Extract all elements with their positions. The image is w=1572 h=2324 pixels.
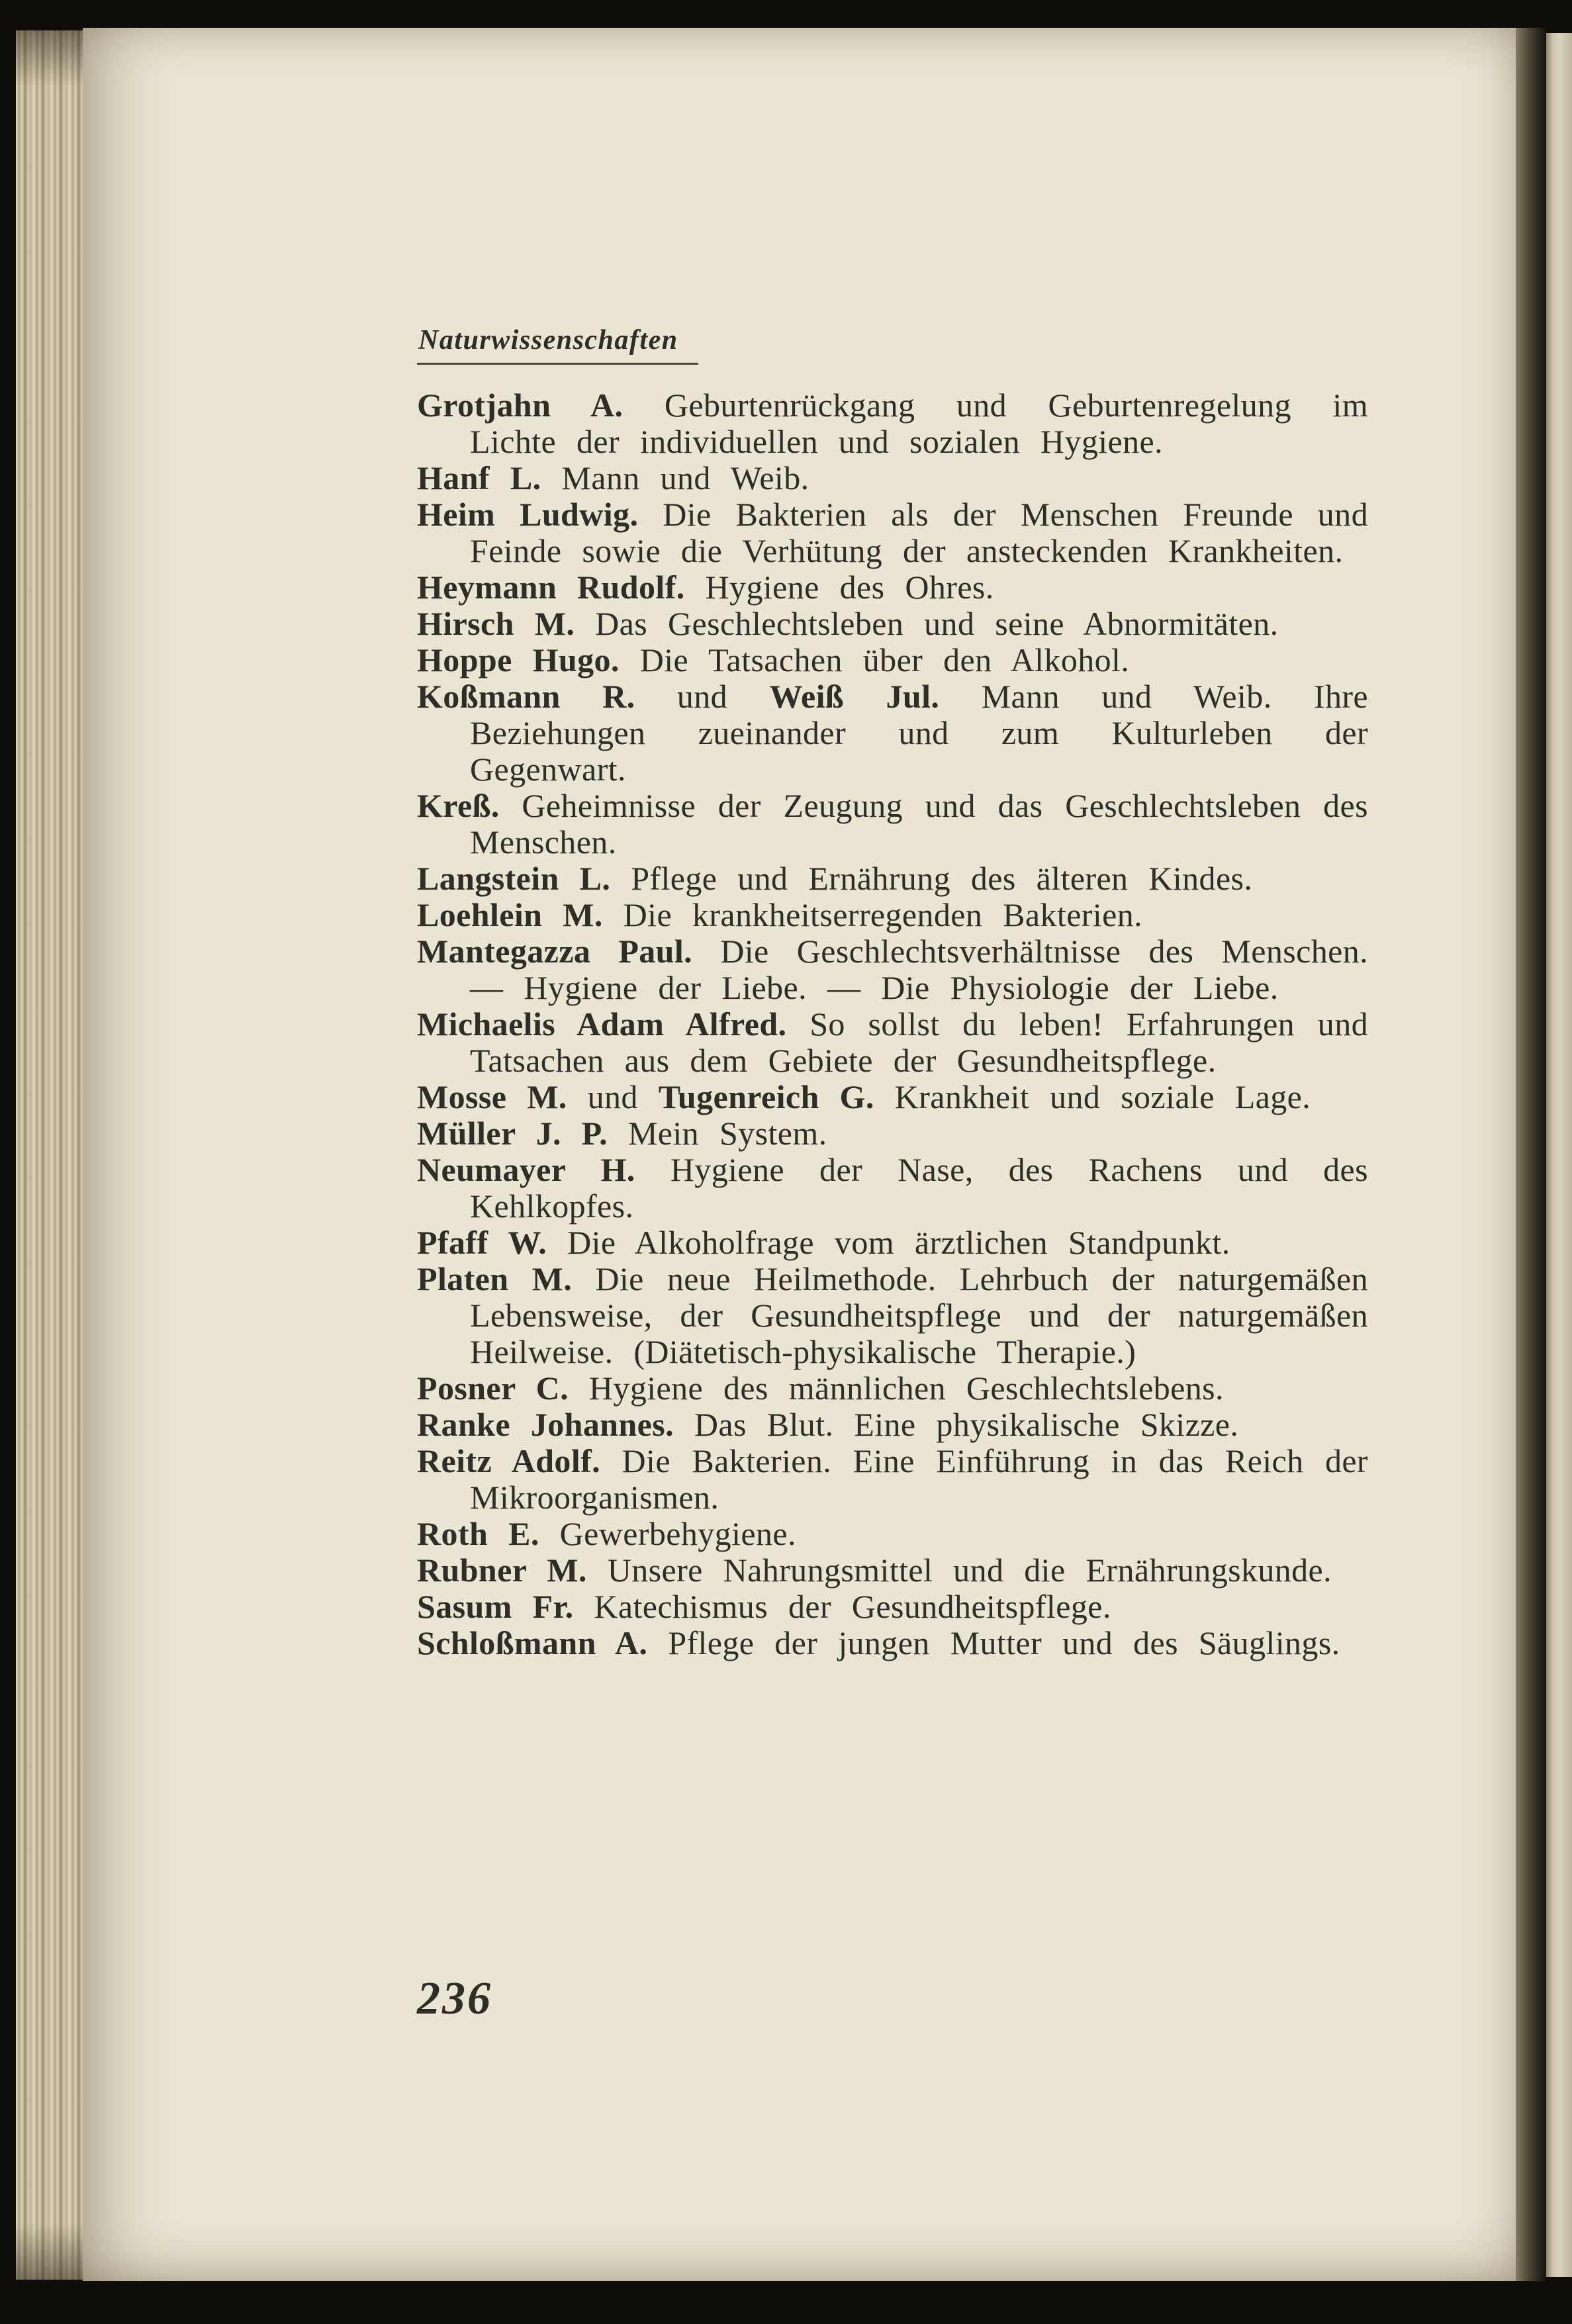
bibliography-entry [417,606,1368,642]
entry-title: Mann und Weib. Ihre Beziehungen zueinander und zum Kulturleben der Gegenwart. [470,678,1369,788]
entry-title: Pflege und Ernährung des älteren Kindes. [631,860,1253,897]
entry-title: Mann und Weib. [561,459,809,496]
section-header: Naturwissenschaften [417,324,698,365]
book-page-edges [16,30,83,2280]
bibliography-entry [417,1370,1368,1407]
entry-author: Mantegazza Paul. [417,933,693,970]
entry-author: Tugenreich G. [658,1078,874,1115]
entry-title: Die Bakterien. Eine Einführung in das Reich der Mikroorganismen. [470,1442,1368,1516]
entry-author: Hanf L. [417,459,541,496]
entry-title: Die Bakterien als der Menschen Freunde und Feinde sowie die Verhütung der ansteckenden Krankheiten. [470,496,1368,569]
entry-author: Rubner M. [417,1552,587,1589]
entry-title: Geheimnisse der Zeugung und das Geschlechtsleben des Menschen. [470,787,1368,860]
bibliography-entry [417,1115,1368,1152]
bibliography-entry [417,1552,1368,1589]
entry-author: Müller J. P. [417,1115,608,1152]
entry-title: Pflege der jungen Mutter und des Säuglings. [668,1624,1340,1661]
bibliography-entry [417,1261,1368,1370]
entry-author: Michaelis Adam Alfred. [417,1005,787,1043]
entry-author: Posner C. [417,1370,569,1407]
entry-title: Das Geschlechtsleben und seine Abnormitäten. [595,605,1279,642]
entry-author: Hirsch M. [417,605,575,642]
book-page [83,28,1516,2281]
entry-title: Die Alkoholfrage vom ärztlichen Standpunkt. [567,1224,1230,1261]
entry-title: und [676,678,728,715]
bibliography-entry [417,1079,1368,1115]
bibliography-entry [417,569,1368,606]
entry-title: Krankheit und soziale Lage. [894,1078,1311,1115]
bibliography-entry [417,1006,1368,1079]
entry-author: Weiß Jul. [769,678,940,715]
entry-author: Koßmann R. [417,678,635,715]
entry-author: Schloßmann A. [417,1624,648,1661]
entry-author: Roth E. [417,1515,539,1552]
entry-title: Das Blut. Eine physikalische Skizze. [694,1406,1239,1443]
bibliography-entry [417,387,1368,460]
bibliography-entry [417,1443,1368,1516]
entry-author: Ranke Johannes. [417,1406,674,1443]
entry-title: Geburtenrückgang und Geburtenregelung im Lichte der individuellen und sozialen Hygiene. [470,387,1368,460]
bibliography-entry [417,678,1368,788]
page-content [417,324,1368,1661]
entry-title: Hygiene des männlichen Geschlechtslebens. [588,1370,1224,1407]
bibliography-entry [417,1589,1368,1625]
bibliography-entry [417,642,1368,678]
entry-title: Die Geschlechtsverhältnisse des Menschen. — Hygiene der Liebe. — Die Physiologie der Liebe. [470,933,1368,1006]
entry-title: So sollst du leben! Erfahrungen und Tatsachen aus dem Gebiete der Gesundheitspflege. [470,1005,1369,1079]
entry-title: Hygiene des Ohres. [705,569,994,606]
entry-title: Unsere Nahrungsmittel und die Ernährungskunde. [607,1552,1332,1589]
entry-author: Grotjahn A. [417,387,624,424]
bibliography-entry [417,933,1368,1006]
entry-title: Die neue Heilmethode. Lehrbuch der naturgemäßen Lebensweise, der Gesundheitspflege und der naturgemäßen Heilweise. (Diätetisch-physikalische Therapie.) [470,1260,1368,1370]
entry-author: Heim Ludwig. [417,496,639,533]
entry-list [417,387,1368,1661]
bibliography-entry [417,1516,1368,1552]
entry-author: Heymann Rudolf. [417,569,685,606]
entry-title: und [587,1078,638,1115]
bibliography-entry [417,1152,1368,1225]
page-number: 236 [417,1973,492,2024]
entry-title: Gewerbehygiene. [559,1515,796,1552]
entry-author: Loehlein M. [417,896,603,933]
binding-shadow [1516,28,1546,2281]
entry-author: Sasum Fr. [417,1588,574,1625]
bibliography-entry [417,860,1368,897]
bibliography-entry [417,1225,1368,1261]
entry-author: Hoppe Hugo. [417,641,620,678]
entry-title: Hygiene der Nase, des Rachens und des Kehlkopfes. [470,1151,1368,1225]
entry-title: Die krankheitserregenden Bakterien. [623,896,1143,933]
entry-author: Reitz Adolf. [417,1442,601,1479]
facing-page-edge [1546,33,1572,2277]
entry-author: Mosse M. [417,1078,567,1115]
entry-author: Pfaff W. [417,1224,547,1261]
entry-author: Langstein L. [417,860,611,897]
entry-author: Platen M. [417,1260,573,1297]
bibliography-entry [417,1625,1368,1661]
entry-author: Neumayer H. [417,1151,635,1188]
bibliography-entry [417,897,1368,933]
bibliography-entry [417,788,1368,860]
entry-author: Kreß. [417,787,500,824]
entry-title: Katechismus der Gesundheitspflege. [594,1588,1111,1625]
entry-title: Mein System. [627,1115,827,1152]
bibliography-entry [417,496,1368,569]
bibliography-entry [417,1407,1368,1443]
entry-title: Die Tatsachen über den Alkohol. [639,641,1130,678]
bibliography-entry [417,460,1368,496]
